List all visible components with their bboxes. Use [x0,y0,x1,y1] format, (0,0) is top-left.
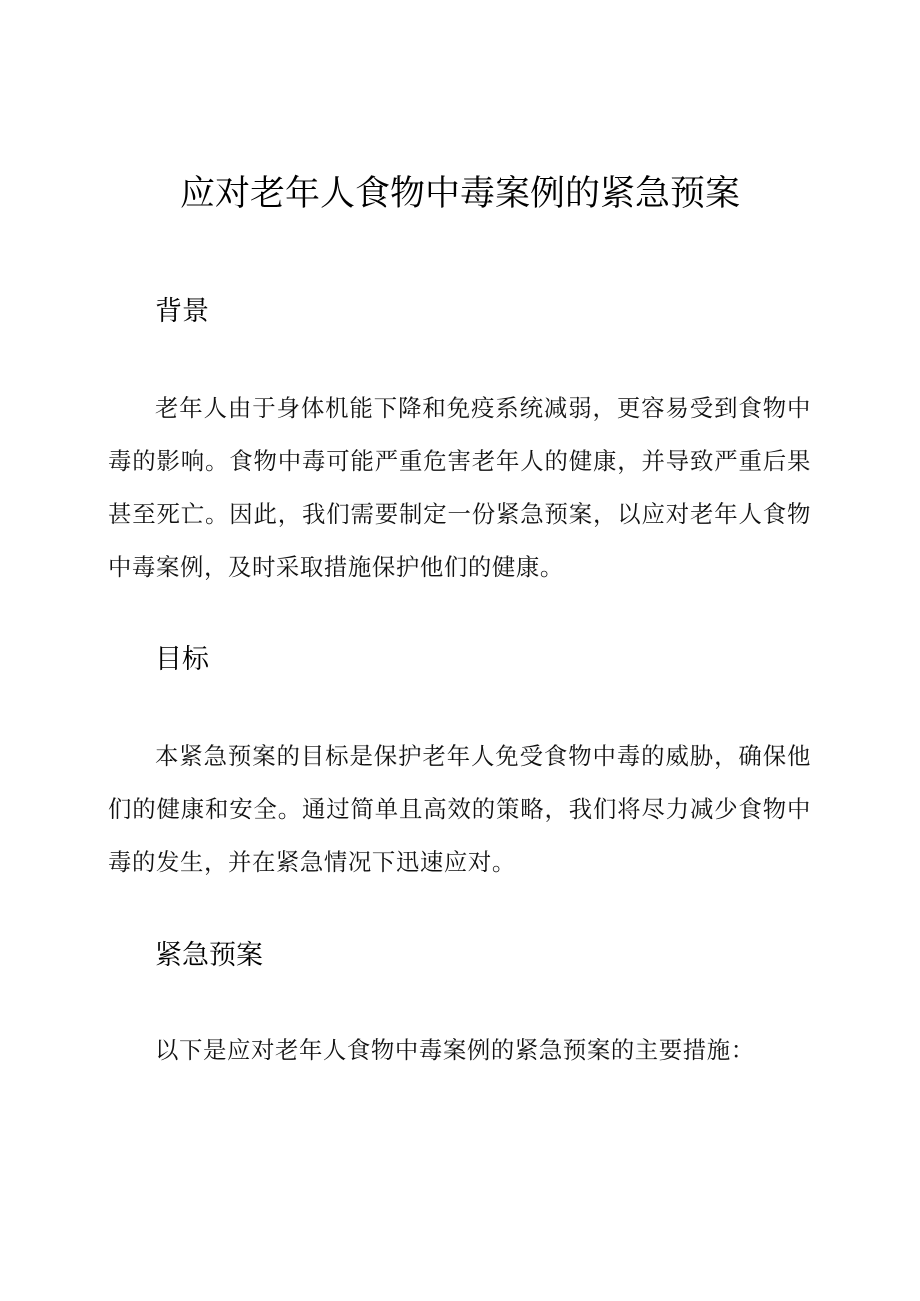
section-heading-emergency-plan: 紧急预案 [155,940,263,971]
section-paragraph-goal: 本紧急预案的目标是保护老年人免受食物中毒的威胁，确保他们的健康和安全。通过简单且高效的策略，我们将尽力减少食物中毒的发生，并在紧急情况下迅速应对。 [108,742,811,876]
section-heading-background: 背景 [155,296,209,327]
section-paragraph-background: 老年人由于身体机能下降和免疫系统减弱，更容易受到食物中毒的影响。食物中毒可能严重危害老年人的健康，并导致严重后果甚至死亡。因此，我们需要制定一份紧急预案，以应对老年人食物中毒案例，及时采取措施保护他们的健康。 [108,394,811,581]
section-heading-goal: 目标 [155,644,209,675]
section-paragraph-emergency-plan: 以下是应对老年人食物中毒案例的紧急预案的主要措施： [155,1036,755,1064]
document-title: 应对老年人食物中毒案例的紧急预案 [179,174,740,214]
